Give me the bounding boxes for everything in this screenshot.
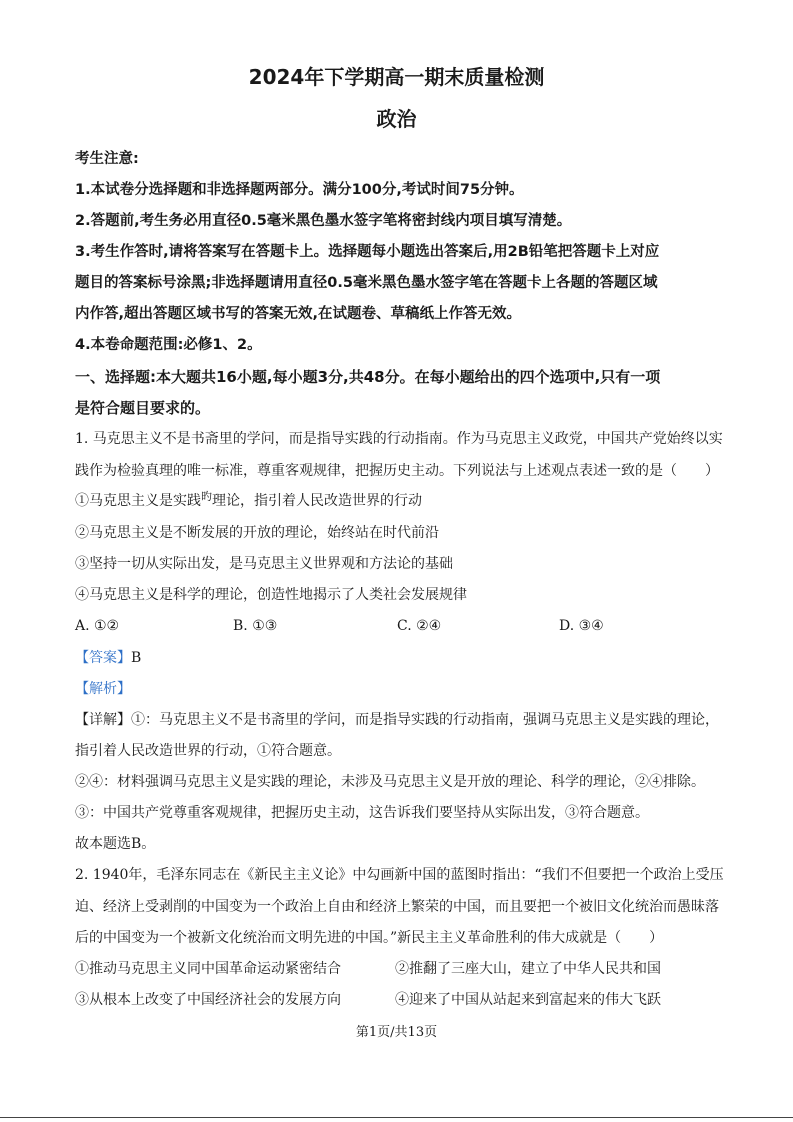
- q1-detail-line-2: 指引着人民改造世界的行动，①符合题意。: [75, 743, 341, 759]
- q2-stem-line-2: 迫、经济上受剥削的中国变为一个政治上自由和经济上繁荣的中国，而且要把一个被旧文化统治而愚昧落: [75, 899, 719, 915]
- notice-item-3-cont-1: 题目的答案标号涂黑;非选择题请用直径0.5毫米黑色墨水签字笔在答题卡上各题的答题区域: [75, 275, 658, 291]
- q1-stem-line-2: 践作为检验真理的唯一标准，尊重客观规律，把握历史主动。下列说法与上述观点表述一致的是（ ）: [75, 463, 719, 479]
- q1-option-b: B. ①③: [233, 618, 278, 634]
- q1-stem-line-1: 1. 马克思主义不是书斋里的学问，而是指导实践的行动指南。作为马克思主义政党，中国共产党始终以实: [75, 431, 723, 447]
- q1-statement-1-mark: 旳: [201, 490, 212, 503]
- detail-tag: 【详解】: [75, 712, 131, 728]
- q1-statement-1-text-b: 理论，指引着人民改造世界的行动: [212, 493, 422, 509]
- q2-stem-line-1: 2. 1940年，毛泽东同志在《新民主主义论》中勾画新中国的蓝图时指出：“我们不但要把一个政治上受压: [75, 867, 724, 883]
- notice-item-4: 4.本卷命题范围:必修1、2。: [75, 337, 262, 353]
- q1-answer: [75, 649, 141, 667]
- notice-heading: 考生注意:: [75, 151, 139, 167]
- q2-statement-1: ①推动马克思主义同中国革命运动紧密结合: [75, 961, 341, 977]
- q1-detail-line-1: [75, 711, 719, 729]
- notice-item-3-cont-2: 内作答,超出答题区域书写的答案无效,在试题卷、草稿纸上作答无效。: [75, 306, 522, 322]
- notice-item-1: 1.本试卷分选择题和非选择题两部分。满分100分,考试时间75分钟。: [75, 182, 524, 198]
- section-heading-line-2: 是符合题目要求的。: [75, 399, 211, 417]
- q1-option-d: D. ③④: [559, 618, 604, 634]
- q2-statement-4: ④迎来了中国从站起来到富起来的伟大飞跃: [395, 992, 661, 1008]
- q1-statement-4: ④马克思主义是科学的理论，创造性地揭示了人类社会发展规律: [75, 587, 467, 603]
- subject-title: 政治: [376, 107, 417, 131]
- answer-value: B: [131, 650, 142, 666]
- q2-statement-3: ③从根本上改变了中国经济社会的发展方向: [75, 992, 341, 1008]
- detail-text: ①：马克思主义不是书斋里的学问，而是指导实践的行动指南，强调马克思主义是实践的理论，: [131, 712, 719, 728]
- section-heading-line-1: 一、选择题:本大题共16小题,每小题3分,共48分。在每小题给出的四个选项中,只有一项: [75, 368, 661, 386]
- notice-item-3: 3.考生作答时,请将答案写在答题卡上。选择题每小题选出答案后,用2B铅笔把答题卡上对应: [75, 244, 660, 260]
- q1-statement-3: ③坚持一切从实际出发，是马克思主义世界观和方法论的基础: [75, 556, 453, 572]
- q2-stem-line-3: 后的中国变为一个被新文化统治而文明先进的中国。”新民主主义革命胜利的伟大成就是（ ）: [75, 930, 664, 946]
- exam-title: 2024年下学期高一期末质量检测: [248, 65, 545, 89]
- q1-conclusion: 故本题选B。: [75, 836, 156, 852]
- q1-option-a: A. ①②: [75, 618, 120, 634]
- analysis-tag: 【解析】: [75, 681, 131, 697]
- q1-statement-1-text-a: ①马克思主义是实践: [75, 493, 201, 509]
- q1-detail-line-4: ③：中国共产党尊重客观规律，把握历史主动，这告诉我们要坚持从实际出发，③符合题意。: [75, 805, 649, 821]
- q1-option-c: C. ②④: [397, 618, 442, 634]
- notice-item-2: 2.答题前,考生务必用直径0.5毫米黑色墨水签字笔将密封线内项目填写清楚。: [75, 213, 572, 229]
- q2-statement-2: ②推翻了三座大山，建立了中华人民共和国: [395, 961, 661, 977]
- page-number: 第1页/共13页: [355, 1025, 438, 1040]
- q1-statement-1: [75, 492, 422, 511]
- q1-statement-2: ②马克思主义是不断发展的开放的理论，始终站在时代前沿: [75, 525, 439, 541]
- q1-detail-line-3: ②④：材料强调马克思主义是实践的理论，未涉及马克思主义是开放的理论、科学的理论，②④排除。: [75, 774, 705, 790]
- bottom-divider: [0, 1117, 793, 1118]
- answer-tag: 【答案】: [75, 650, 131, 666]
